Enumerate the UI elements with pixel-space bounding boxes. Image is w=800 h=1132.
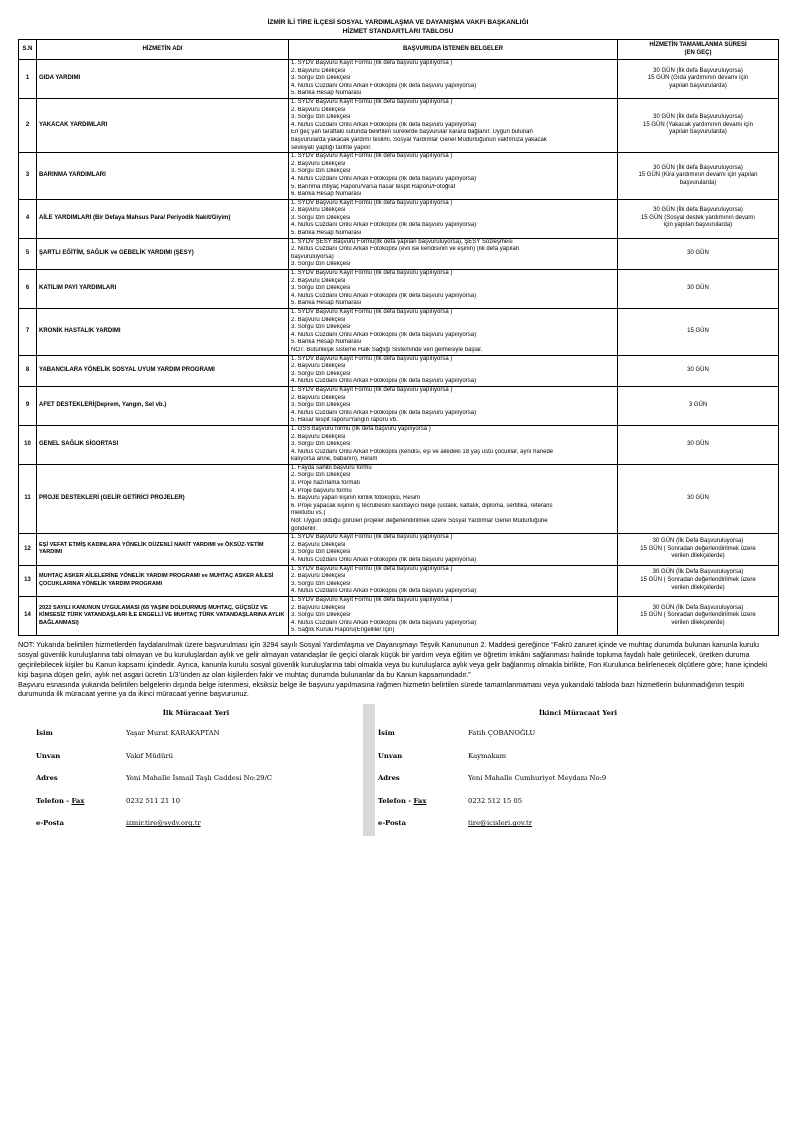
table-row xyxy=(19,596,779,635)
table-row xyxy=(19,153,779,200)
table-row xyxy=(19,238,779,269)
required-documents xyxy=(289,425,618,464)
document-line: 4. Nüfus Cüzdanı Önlü Arkalı Fotokopisi (İlk defa başvuru yapılıyorsa) xyxy=(291,557,477,563)
contact-divider xyxy=(363,704,375,836)
contact-label-title: Unvan xyxy=(378,751,403,760)
first-contact-heading: İlk Müracaat Yeri xyxy=(162,709,230,718)
required-documents xyxy=(289,386,618,425)
completion-duration xyxy=(618,596,779,635)
document-line: 6. Banka Hesap Numarası xyxy=(291,191,362,198)
row-number: 11 xyxy=(19,464,37,533)
duration-line: 30 GÜN (İlk Defa Başvuruluyorsa) xyxy=(652,538,744,545)
first-contact-phone: 0232 511 21 10 xyxy=(126,796,181,805)
table-row xyxy=(19,60,779,99)
second-contact-box xyxy=(378,704,778,836)
duration-line: başvurularda) xyxy=(679,179,717,186)
document-line: 1. SYDV Başvuru Kayıt Formu (İlk defa başvuru yapılıyorsa ) xyxy=(291,98,453,105)
contact-label-title: Unvan xyxy=(36,751,61,760)
document-line: 1. SYDV Başvuru Kayıt Formu (İlk defa başvuru yapılıyorsa ) xyxy=(291,596,453,603)
service-name: AİLE YARDIMLARI (Bir Defaya Mahsus Para/ Periyodik Nakit/Giyim) xyxy=(37,199,289,238)
document-line: başvuruluyorsa) xyxy=(291,253,334,260)
contact-label-fax: Fax xyxy=(71,796,85,805)
document-line: 3. Sorgu İzin Dilekçesi xyxy=(291,214,351,221)
duration-line: 30 GÜN (İlk defa Başvuruluyorsa) xyxy=(653,207,743,214)
required-documents xyxy=(289,464,618,533)
document-line: 3. Sorgu İzin Dilekçesi xyxy=(291,549,351,556)
second-contact-title: Kaymakam xyxy=(468,751,507,760)
row-number: 3 xyxy=(19,153,37,200)
document-line: 3. Sorgu İzin Dilekçesi xyxy=(291,612,351,619)
duration-line: 30 GÜN (İlk Defa Başvuruluyorsa) xyxy=(652,604,744,611)
duration-line: verilen dilekçelerde) xyxy=(671,619,725,626)
document-line: 4. Nüfus Cüzdanı Önlü Arkalı Fotokopisi (İlk defa başvuru yapılıyorsa) xyxy=(291,222,477,229)
header-documents: BAŞVURUDA İSTENEN BELGELER xyxy=(289,40,618,60)
header-duration xyxy=(618,40,779,60)
service-name: KRONİK HASTALIK YARDIMI xyxy=(37,309,289,356)
second-contact-phone-row xyxy=(378,790,778,813)
document-line: 4. Nüfus Cüzdanı Önlü Arkalı Fotokopisi (İlk defa başvuru yapılıyorsa) xyxy=(291,409,477,416)
contact-label-email: e-Posta xyxy=(378,819,406,828)
document-line: 3. Sorgu İzin Dilekçesi xyxy=(291,75,351,82)
document-line: 4. Nüfus Cüzdanı Önlü Arkalı Fotokopisi (İlk defa başvuru yapılıyorsa) xyxy=(291,378,477,385)
first-contact-address-row xyxy=(36,767,356,790)
header-duration-line2: (EN GEÇ) xyxy=(684,49,712,56)
completion-duration xyxy=(618,464,779,533)
first-contact-box xyxy=(36,704,356,836)
document-line: 5. Başvuru yapan kişinin kimlik fotokopisi, Resim xyxy=(291,495,421,502)
required-documents xyxy=(289,565,618,596)
document-line: 2. Başvuru Dilekçesi xyxy=(291,67,346,74)
document-line: 1. SYDV ŞESY Başvuru Formu(İlk defa yapılan başvuruluyorsa), ŞESY Sözleşmesi xyxy=(291,238,513,245)
document-line: 2. Başvuru Dilekçesi xyxy=(291,106,346,113)
document-line: NOT: Bütünleşik sisteme Halk Sağlığı Sisteminde veri gelmesiyle başlar. xyxy=(291,346,483,353)
duration-line: 3 GÜN xyxy=(688,402,708,409)
document-line: 2. Başvuru Dilekçesi xyxy=(291,277,346,284)
service-name: KATILIM PAYI YARDIMLARI xyxy=(37,270,289,309)
row-number: 14 xyxy=(19,596,37,635)
row-number: 8 xyxy=(19,355,37,386)
duration-line: yapılan başvurularda) xyxy=(669,82,727,89)
table-row xyxy=(19,534,779,565)
note-paragraph-1: NOT: Yukarıda belirtilen hizmetlerden faydalanılmak üzere başvurulması için 3294 sayılı Sosyal Yardımlaşma ve Dayanışmayı Teşvik Kanununun 2. Maddesi gereğince “Fakrü zaruret içinde ve muhtaç durumda bulunan kanunla kurulu sosyal güvenlik kuruluşlarına tabi olmayan ve bu kuruluşlardan aylık ve gelir almayan vatandaşlar ile geçici olarak küçük bir yardım veya eğitim ve öğretim imkânı sağlanması halinde topluma faydalı hale getirilecek, üretken duruma geçirilebilecek kişiler bu Kanun kapsamı içindedir. Ayrıca, kanunla kurulu sosyal güvenlik kuruluşlarına tabi olmakla veya bu kuruluşlarca aylık veya gelir bağlanmış olmakla birlikte, Fon Kurulunca belirlenecek ölçütlere göre; hane içindeki kişi başına düşen geliri, aylık net asgari ücretin 1/3’ünden az olan kişilerden fakir ve muhtaç durumda bulunanlar da bu Kanun kapsamındadır.” xyxy=(18,639,768,679)
table-row xyxy=(19,309,779,356)
document-line: 2. Başvuru Dilekçesi xyxy=(291,541,346,548)
document-line: 4. Nüfus Cüzdanı Önlü Arkalı Fotokopisi (İlk defa başvuru yapılıyorsa) xyxy=(291,82,477,89)
document-line: mektubu vs.) xyxy=(291,510,326,517)
completion-duration xyxy=(618,386,779,425)
document-line: 2. Başvuru Dilekçesi xyxy=(291,316,346,323)
duration-line: için yapılan başvurularda) xyxy=(663,222,733,229)
duration-line: 15 GÜN ( Sonradan değerlendirilmek üzere xyxy=(640,545,756,552)
row-number: 4 xyxy=(19,199,37,238)
document-line: kalıyorsa anne, babanın), Resim xyxy=(291,456,378,463)
completion-duration xyxy=(618,199,779,238)
duration-line: 15 GÜN xyxy=(687,327,709,334)
duration-line: 30 GÜN xyxy=(687,495,709,502)
duration-line: 15 GÜN (Gıda yardımının devamı için xyxy=(647,75,749,82)
document-line: 1. SYDV Başvuru Kayıt Formu (İlk defa başvuru yapılıyorsa ) xyxy=(291,199,453,206)
document-line: 3. Sorgu İzin Dilekçesi xyxy=(291,324,351,331)
service-name: BARINMA YARDIMLARI xyxy=(37,153,289,200)
table-body xyxy=(19,60,779,636)
second-contact-phone: 0232 512 15 05 xyxy=(468,796,523,805)
contact-label-name: İsim xyxy=(378,729,395,738)
document-line: gönderilir. xyxy=(291,525,318,532)
document-line: 4. Proje başvuru formu xyxy=(291,487,352,494)
required-documents xyxy=(289,60,618,99)
first-contact-email-row xyxy=(36,812,356,835)
first-contact-email-link[interactable]: izmir.tire@sydv.org.tr xyxy=(126,819,201,828)
contact-label-address: Adres xyxy=(378,774,400,783)
duration-line: 15 GÜN (Sosyal destek yardımının devamı xyxy=(640,214,756,221)
duration-line: 30 GÜN (İlk defa Başvuruluyorsa) xyxy=(653,67,743,74)
service-name: ŞARTLI EĞİTİM, SAĞLIK ve GEBELİK YARDIMI (ŞESY) xyxy=(37,238,289,269)
second-contact-title-row xyxy=(378,745,778,768)
document-line: başvurularda yakacak yardımı teslimi, Sosyal Yardımlar Genel Müdürlüğünün vakfımıza yakacak xyxy=(291,136,547,143)
document-line: 4. Nüfus Cüzdanı Önlü Arkalı Fotokopisi (İlk defa başvuru yapılıyorsa) xyxy=(291,588,477,595)
contact-label-address: Adres xyxy=(36,774,58,783)
table-row xyxy=(19,199,779,238)
document-line: 2. Başvuru Dilekçesi xyxy=(291,433,346,440)
duration-line: 30 GÜN xyxy=(687,366,709,373)
document-line: 3. Sorgu İzin Dilekçesi xyxy=(291,285,351,292)
required-documents xyxy=(289,534,618,565)
service-name: GENEL SAĞLIK SİGORTASI xyxy=(37,425,289,464)
document-line: 4. Nüfus Cüzdanı Önlü Arkalı Fotokopisi (kendisi, eşi ve ailedeki 18 yaş üstü çocuklar, aynı hanede xyxy=(291,448,554,455)
table-row xyxy=(19,98,779,152)
contact-label-email: e-Posta xyxy=(36,819,64,828)
document-line: 3. Sorgu İzin Dilekçesi xyxy=(291,168,351,175)
header-duration-line1: HİZMETİN TAMAMLANMA SÜRESİ xyxy=(649,41,747,48)
document-line: 2. Başvuru Dilekçesi xyxy=(291,207,346,214)
contact-label-phone-prefix: Telefon - xyxy=(378,796,414,805)
document-line: 1. SYDV Başvuru Kayıt Formu (İlk defa başvuru yapılıyorsa ) xyxy=(291,386,453,393)
document-line: 1. GSS başvuru formu (İlk defa başvuru yapılıyorsa ) xyxy=(291,425,431,432)
completion-duration xyxy=(618,60,779,99)
table-row xyxy=(19,355,779,386)
duration-line: yapılan başvurularda) xyxy=(669,129,727,136)
second-contact-heading: İkinci Müracaat Yeri xyxy=(538,709,618,718)
row-number: 7 xyxy=(19,309,37,356)
document-line: 1. SYDV Başvuru Kayıt Formu (İlk defa başvuru yapılıyorsa ) xyxy=(291,355,453,362)
row-number: 10 xyxy=(19,425,37,464)
row-number: 5 xyxy=(19,238,37,269)
duration-line: 30 GÜN xyxy=(687,250,709,257)
document-line: 2. Sorgu İzin Dilekçesi xyxy=(291,472,351,479)
document-line: 3. Sorgu İzin Dilekçesi xyxy=(291,114,351,121)
document-line: 4. Nüfus Cüzdanı Önlü Arkalı Fotokopisi (İlk defa başvuru yapılıyorsa) xyxy=(291,331,477,338)
duration-line: verilen dilekçelerde) xyxy=(671,553,725,560)
table-row xyxy=(19,425,779,464)
document-title: İZMİR İLİ TİRE İLÇESİ SOSYAL YARDIMLAŞMA VE DAYANIŞMA VAKFI BAŞKANLIĞI xyxy=(267,19,529,26)
second-contact-email-link[interactable]: tire@icisleri.gov.tr xyxy=(468,819,533,828)
table-row xyxy=(19,565,779,596)
document-line: 3. Sorgu İzin Dilekçesi xyxy=(291,441,351,448)
document-line: sevkiyatı yaptığı tarihte yapılır. xyxy=(291,144,372,151)
completion-duration xyxy=(618,270,779,309)
document-line: 5. Barınma ihtiyaç Raporu/Varsa hasar tespit Raporu/Fotoğraf xyxy=(291,183,456,190)
document-line: 6. Proje yapacak kişinin iş tecrübesini kanıtlayıcı belge (ustalık, kalfalık, diploma, sertifika, referans xyxy=(291,502,553,509)
completion-duration xyxy=(618,98,779,152)
required-documents xyxy=(289,238,618,269)
row-number: 1 xyxy=(19,60,37,99)
duration-line: 30 GÜN xyxy=(687,441,709,448)
contact-label-phone xyxy=(378,790,468,813)
completion-duration xyxy=(618,425,779,464)
document-line: 1. SYDV Başvuru Kayıt Formu (İlk defa başvuru yapılıyorsa ) xyxy=(291,270,453,277)
document-line: 5. Banka Hesap Numarası xyxy=(291,230,362,237)
completion-duration xyxy=(618,309,779,356)
document-line: 5. Banka Hesap Numarası xyxy=(291,90,362,97)
table-row xyxy=(19,464,779,533)
completion-duration xyxy=(618,238,779,269)
document-line: 1. Fayda sahibi başvuru formu xyxy=(291,464,372,471)
duration-line: verilen dilekçelerde) xyxy=(671,584,725,591)
second-contact-name-row xyxy=(378,722,778,745)
row-number: 12 xyxy=(19,534,37,565)
document-line: 2. Nüfus Cüzdanı Önlü Arkalı Fotokopisi (evli ise kendisinin ve eşinin) (İlk defa yapılan xyxy=(291,246,520,253)
document-line: 1. SYDV Başvuru Kayıt Formu (İlk defa başvuru yapılıyorsa ) xyxy=(291,534,453,541)
row-number: 13 xyxy=(19,565,37,596)
service-name: GIDA YARDIMI xyxy=(37,60,289,99)
duration-line: 30 GÜN (İlk defa Başvuruluyorsa) xyxy=(653,164,743,171)
required-documents xyxy=(289,309,618,356)
second-contact-name: Fatih ÇOBANOĞLU xyxy=(468,729,536,738)
table-row xyxy=(19,386,779,425)
contact-section xyxy=(18,704,778,836)
completion-duration xyxy=(618,565,779,596)
legal-note xyxy=(18,640,778,699)
second-contact-email-row xyxy=(378,812,778,835)
document-line: 1. SYDV Başvuru Kayıt Formu (İlk defa başvuru yapılıyorsa ) xyxy=(291,60,453,66)
document-subtitle: HİZMET STANDARTLARI TABLOSU xyxy=(342,28,454,35)
contact-label-name: İsim xyxy=(36,729,53,738)
service-name: PROJE DESTEKLERİ (GELİR GETİRİCİ PROJELER) xyxy=(37,464,289,533)
first-contact-title-row xyxy=(36,745,356,768)
document-line: 4. Nüfus Cüzdanı Önlü Arkalı Fotokopisi (İlk defa başvuru yapılıyorsa) xyxy=(291,175,477,182)
table-row xyxy=(19,270,779,309)
document-line: 5. Hasar tespit raporu/Yangın raporu vb. xyxy=(291,417,398,424)
table-header-row xyxy=(19,40,779,60)
document-line: 3. Proje hazırlama formatı xyxy=(291,480,361,487)
document-line: 2. Başvuru Dilekçesi xyxy=(291,604,346,611)
duration-line: 30 GÜN (İlk defa Başvuruluyorsa) xyxy=(653,114,743,121)
duration-line: 30 GÜN xyxy=(687,285,709,292)
completion-duration xyxy=(618,355,779,386)
row-number: 9 xyxy=(19,386,37,425)
document-line: 1. SYDV Başvuru Kayıt Formu (İlk defa başvuru yapılıyorsa ) xyxy=(291,309,453,315)
document-line: 2. Başvuru Dilekçesi xyxy=(291,160,346,167)
service-name: YAKACAK YARDIMLARI xyxy=(37,98,289,152)
header-sn: S.N xyxy=(19,40,37,60)
document-line: 5. Banka Hesap Numarası xyxy=(291,300,362,307)
document-line: 4. Nüfus Cüzdanı Önlü Arkalı Fotokopisi (İlk defa başvuru yapılıyorsa) xyxy=(291,619,477,626)
document-line: Not: Uygun olduğu görülen projeler değerlendirilmek üzere Sosyal Yardımlar Genel Müdürlüğüne xyxy=(291,518,548,525)
document-line: 1. SYDV Başvuru Kayıt Formu (İlk defa başvuru yapılıyorsa ) xyxy=(291,565,453,572)
completion-duration xyxy=(618,534,779,565)
document-line: 3. Sorgu İzin Dilekçesi xyxy=(291,261,351,268)
document-line: 3. Sorgu İzin Dilekçesi xyxy=(291,370,351,377)
document-line: 1. SYDV Başvuru Kayıt Formu (İlk defa başvuru yapılıyorsa ) xyxy=(291,153,453,160)
row-number: 2 xyxy=(19,98,37,152)
required-documents xyxy=(289,98,618,152)
required-documents xyxy=(289,153,618,200)
first-contact-title: Vakıf Müdürü xyxy=(126,751,173,760)
service-name: 2022 SAYILI KANUNUN UYGULAMASI (65 YAŞINI DOLDURMUŞ MUHTAÇ, GÜÇSÜZ VE KİMSESİZ TÜRK VATANDAŞLARI İLE ENGELLİ VE MUHTAÇ TÜRK VATANDAŞLARINA AYLIK BAĞLANMASI) xyxy=(37,596,289,635)
first-contact-phone-row xyxy=(36,790,356,813)
first-contact-name-row xyxy=(36,722,356,745)
contact-label-fax: Fax xyxy=(413,796,427,805)
duration-line: 15 GÜN (Kira yardımının devamı için yapılan xyxy=(638,172,758,179)
duration-line: 15 GÜN ( Sonradan değerlendirilmek üzere xyxy=(640,576,756,583)
document-line: 3. Sorgu İzin Dilekçesi xyxy=(291,402,351,409)
required-documents xyxy=(289,596,618,635)
document-line: 2. Başvuru Dilekçesi xyxy=(291,573,346,580)
first-contact-address: Yeni Mahalle İsmail Taşlı Caddesi No:29/C xyxy=(126,774,273,783)
first-contact-name: Yaşar Murat KARAKAPTAN xyxy=(126,729,220,738)
document-line: 5. Sağlık Kurulu Raporu(Engelliler İçin) xyxy=(291,627,395,634)
service-name: EŞİ VEFAT ETMİŞ KADINLARA YÖNELİK DÜZENLİ NAKİT YARDIMI ve ÖKSÜZ-YETİM YARDIMI xyxy=(37,534,289,565)
document-line: 3. Sorgu İzin Dilekçesi xyxy=(291,580,351,587)
header-service-name: HİZMETİN ADI xyxy=(37,40,289,60)
second-contact-address: Yeni Mahalle Cumhuriyet Meydanı No:9 xyxy=(468,774,607,783)
duration-line: 15 GÜN ( Sonradan değerlendirilmek üzere xyxy=(640,612,756,619)
completion-duration xyxy=(618,153,779,200)
service-name: MUHTAÇ ASKER AİLELERİNE YÖNELİK YARDIM PROGRAMI ve MUHTAÇ ASKER AİLESİ ÇOCUKLARINA YÖNELİK YARDIM PROGRAMI xyxy=(37,565,289,596)
service-standards-table xyxy=(18,39,779,636)
document-line: 4. Nüfus Cüzdanı Önlü Arkalı Fotokopisi (İlk defa başvuru yapılıyorsa) xyxy=(291,121,477,128)
document-line: 4. Nüfus Cüzdanı Önlü Arkalı Fotokopisi (İlk defa başvuru yapılıyorsa) xyxy=(291,292,477,299)
duration-line: 15 GÜN (Yakacak yardımının devamı için xyxy=(643,121,753,128)
document-line: 2. Başvuru Dilekçesi xyxy=(291,363,346,370)
required-documents xyxy=(289,199,618,238)
contact-label-phone-prefix: Telefon - xyxy=(36,796,72,805)
document-line: En geç yan taraftaki sütunda belirtilen sürelerde başvurular karara bağlanır. Uygun bulunan xyxy=(291,129,533,136)
required-documents xyxy=(289,270,618,309)
contact-label-phone xyxy=(36,790,126,813)
required-documents xyxy=(289,355,618,386)
service-name: AFET DESTEKLERİ(Deprem, Yangın, Sel vb.) xyxy=(37,386,289,425)
second-contact-address-row xyxy=(378,767,778,790)
duration-line: 30 GÜN (İlk Defa Başvuruluyorsa) xyxy=(652,569,744,576)
document-line: 5. Banka Hesap Numarası xyxy=(291,339,362,346)
service-name: YABANCILARA YÖNELİK SOSYAL UYUM YARDIM PROGRAMI xyxy=(37,355,289,386)
document-line: 2. Başvuru Dilekçesi xyxy=(291,394,346,401)
note-paragraph-2: Başvuru esnasında yukarıda belirtilen belgelerin dışında belge istenmesi, eksiksiz belge ile başvuru yapılmasına rağmen hizmetin belirtilen sürede tamamlanmaması veya yukarıdaki tabloda bazı hizmetlerin bulunmadığının tespiti durumunda ilk müracaat yerine ya da ikinci müracaat yerine başvurunuz. xyxy=(18,679,744,699)
row-number: 6 xyxy=(19,270,37,309)
